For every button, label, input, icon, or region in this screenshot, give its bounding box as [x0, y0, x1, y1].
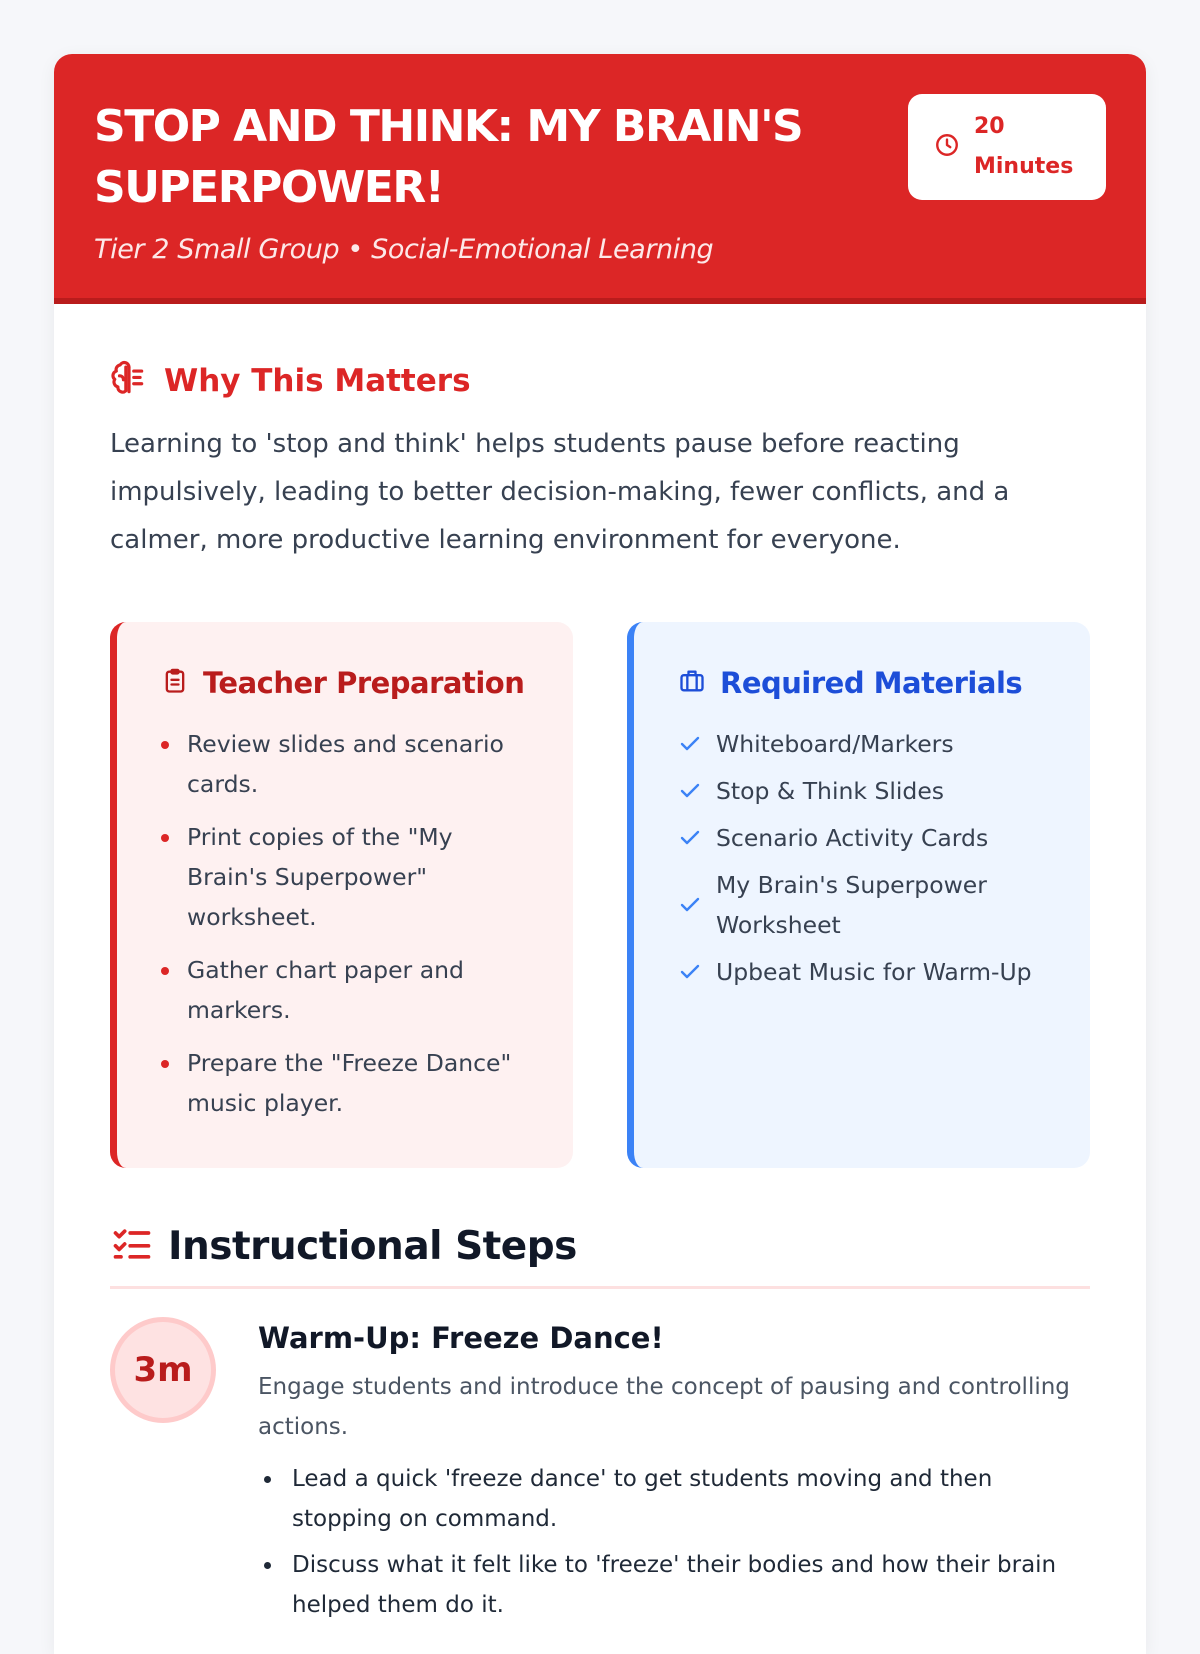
briefcase-icon: [678, 667, 706, 699]
list-item: Prepare the "Freeze Dance" music player.: [161, 1043, 521, 1123]
duration-badge: [908, 94, 1106, 200]
clock-icon: [934, 132, 960, 162]
check-icon: [678, 826, 702, 850]
list-item: Review slides and scenario cards.: [161, 724, 521, 804]
step-title: Warm-Up: Freeze Dance!: [258, 1321, 664, 1355]
step-description: Engage students and introduce the concept of pausing and controlling actions.: [258, 1374, 1070, 1440]
list-item: Discuss what it felt like to 'freeze' their bodies and how their brain helped them do it.: [258, 1545, 1088, 1625]
lesson-title: STOP AND THINK: MY BRAIN'S SUPERPOWER!: [94, 101, 803, 213]
instructional-steps-title: Instructional Steps: [168, 1223, 577, 1269]
instructional-steps-heading: [110, 1222, 1090, 1289]
clipboard-icon: [161, 667, 189, 699]
list-item: Gather chart paper and markers.: [161, 950, 521, 1030]
list-item: Lead a quick 'freeze dance' to get students moving and then stopping on command.: [258, 1459, 1088, 1539]
check-icon: [678, 893, 702, 917]
step-bullets: [258, 1459, 1088, 1625]
checklist-icon: [110, 1222, 154, 1270]
list-item: Scenario Activity Cards: [678, 818, 1050, 858]
materials-list: [678, 724, 1050, 992]
required-materials-panel: [627, 622, 1090, 1168]
preparation-list: [161, 724, 533, 1123]
duration-value: 20: [974, 114, 1005, 139]
list-item: My Brain's Superpower Worksheet: [678, 865, 1050, 945]
brain-icon: [110, 360, 148, 402]
teacher-preparation-title: Teacher Preparation: [203, 666, 525, 700]
step-item: [110, 1317, 1090, 1631]
check-icon: [678, 732, 702, 756]
lesson-card: [54, 54, 1146, 1654]
why-title: Why This Matters: [164, 363, 471, 399]
list-item: Print copies of the "My Brain's Superpower" worksheet.: [161, 817, 521, 937]
list-item: Upbeat Music for Warm-Up: [678, 952, 1050, 992]
duration-unit: Minutes: [974, 154, 1074, 179]
check-icon: [678, 960, 702, 984]
step-duration-badge: 3m: [110, 1317, 216, 1423]
required-materials-title: Required Materials: [720, 666, 1023, 700]
teacher-preparation-panel: [110, 622, 573, 1168]
why-heading: [110, 360, 1090, 402]
check-icon: [678, 779, 702, 803]
lesson-subtitle: Tier 2 Small Group • Social-Emotional Learning: [94, 234, 714, 265]
why-text: Learning to 'stop and think' helps students pause before reacting impulsively, leading to better decision-making, fewer conflicts, and a calmer, more productive learning environment for everyone.: [110, 429, 1010, 555]
list-item: Stop & Think Slides: [678, 771, 1050, 811]
list-item: Whiteboard/Markers: [678, 724, 1050, 764]
lesson-header: [54, 54, 1146, 304]
